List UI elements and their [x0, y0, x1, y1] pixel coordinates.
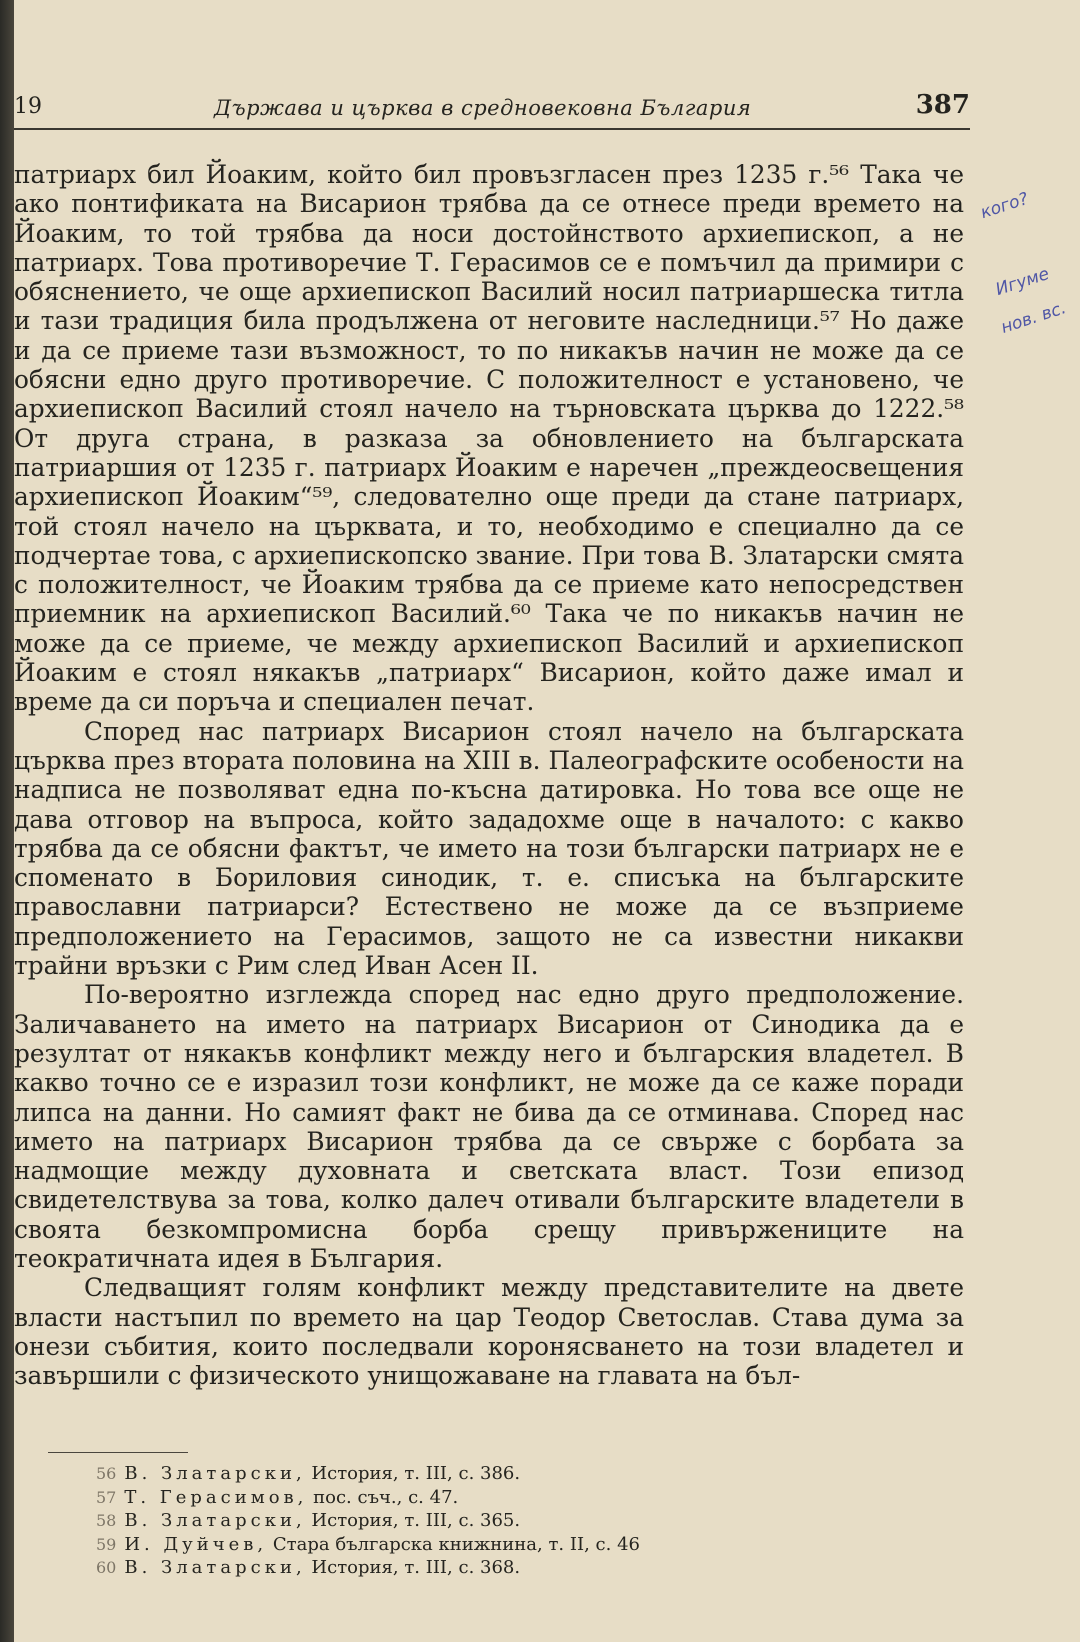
paragraph-1: патриарх бил Йоаким, който бил провъзгласен през 1235 г.⁵⁶ Така че ако понтификата на Висарион трябва да се отнесе преди времето на Йоаким, то той трябва да носи достойнството архиепископ, а не патриарх. Това противоречие Т. Герасимов се е помъчил да примири с обяснението, че още архиепископ Василий носил патриаршеска титла и тази традиция била продължена от неговите наследници.⁵⁷ Но даже и да се приеме тази възможност, то по никакъв начин не може да се обясни едно друго противоречие. С положителност е установено, че архиепископ Василий стоял начело на търновската църква до 1222.⁵⁸ От друга страна, в разказа за обновлението на българската патриаршия от 1235 г. патриарх Йоаким е наречен „преждеосвещения архиепископ Йоаким“⁵⁹, следователно още преди да стане патриарх, той стоял начело на църквата, и то, необходимо е специално да се подчертае това, с архиепископско звание. При това В. Златарски смята с положителност, че Йоаким трябва да се приеме като непосредствен приемник на архиепископ Василий.⁶⁰ Така че по никакъв начин не може да се приеме, че между архиепископ Василий и архиепископ Йоаким е стоял някакъв „патриарх“ Висарион, който даже имал и време да си поръча и специален печат. — [14, 160, 964, 717]
footnote-58: 58 В. Златарски, История, т. III, с. 365. — [96, 1510, 521, 1531]
paragraph-3: По-вероятно изглежда според нас едно друго предположение. Заличаването на името на патриарх Висарион от Синодика да е резултат от някакъв конфликт между него и българския владетел. В какво точно се е изразил този конфликт, не може да се каже поради липса на данни. Но самият факт не бива да се отминава. Според нас името на патриарх Висарион трябва да се свърже с борбата за надмощие между духовната и светската власт. Този епизод свидетелствува за това, колко далеч отивали българските владетели в своята безкомпромисна борба срещу привържениците на теократичната идея в България. — [14, 980, 964, 1273]
book-spine-shadow — [0, 0, 14, 1642]
footnote-56: 56 В. Златарски, История, т. III, с. 386. — [96, 1463, 521, 1484]
running-title: Държава и църква в средновековна България — [214, 96, 752, 120]
main-text — [14, 160, 964, 1390]
paragraph-4: Следващият голям конфликт между представителите на двете власти настъпил по времето на цар Теодор Светослав. Става дума за онези събития, които последвали коронясването на този владетел и завършили с физическото унищожаване на главата на бъл- — [14, 1273, 964, 1391]
footnote-59: 59 И. Дуйчев, Стара българска книжнина, т. II, с. 46 — [96, 1533, 640, 1555]
margin-note-handwritten: нов. вс. — [998, 298, 1069, 338]
chapter-number: 19 — [14, 94, 42, 119]
footnote-60: 60 В. Златарски, История, т. III, с. 368. — [96, 1557, 521, 1578]
footnotes — [96, 1462, 796, 1580]
paragraph-2: Според нас патриарх Висарион стоял начело на българската църква през втората половина на XIII в. Палеографските особености на надписа не позволяват една по-късна датировка. Но това все още не дава отговор на въпроса, който зададохме още в началото: с какво трябва да се обясни фактът, че името на този български патриарх не е споменато в Бориловия синодик, т. е. списъка на българските православни патриарси? Естествено не може да се възприеме предположението на Герасимов, защото не са известни никакви трайни връзки с Рим след Иван Асен II. — [14, 716, 964, 981]
margin-note-handwritten: Игуме — [993, 263, 1052, 301]
footnote-divider — [48, 1452, 188, 1453]
page-number: 387 — [915, 90, 970, 120]
footnote-57: 57 Т. Герасимов, пос. съч., с. 47. — [96, 1486, 459, 1508]
running-header — [14, 88, 970, 130]
margin-note-handwritten: кого? — [978, 188, 1031, 224]
